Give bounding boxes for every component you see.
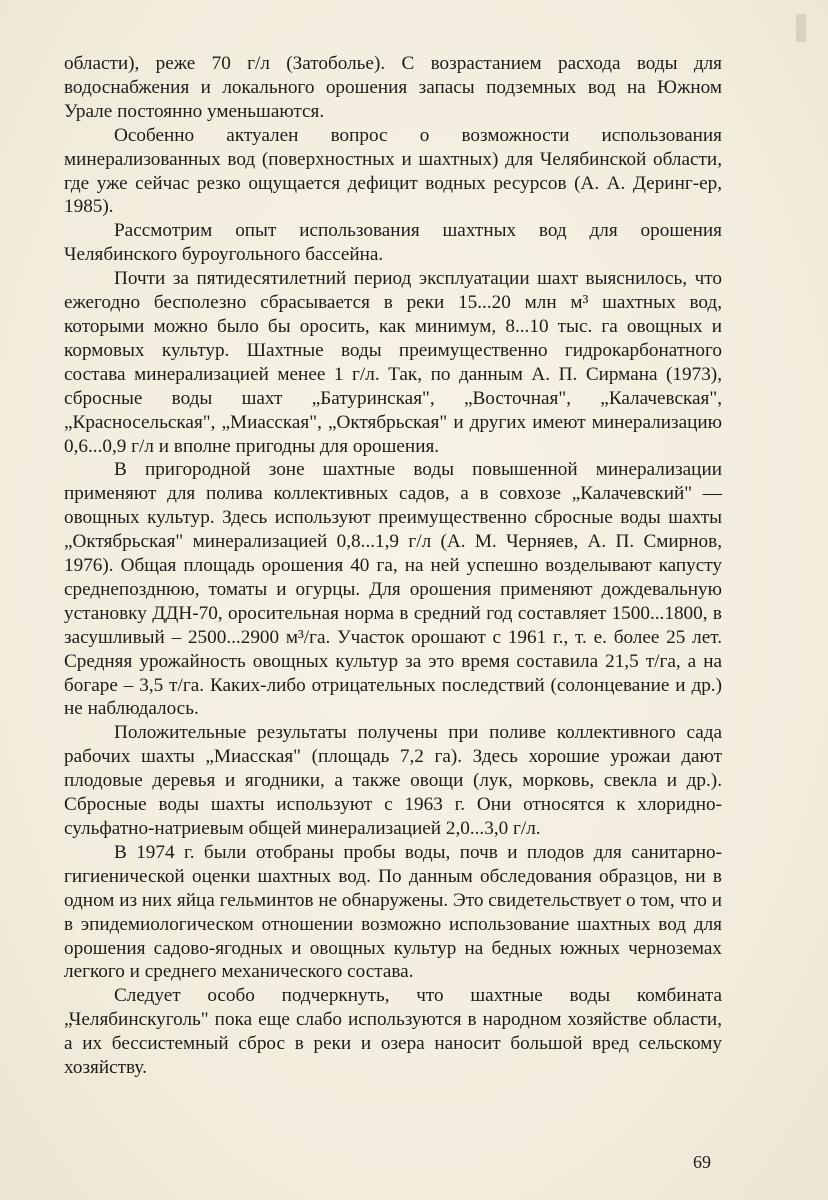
paragraph-1: области), реже 70 г/л (Затоболье). С возрастанием расхода воды для водоснабжения и локального орошения запасы подземных вод на Южном Урале постоянно уменьшаются. xyxy=(64,53,722,122)
paragraph-3: Рассмотрим опыт использования шахтных вод для орошения Челябинского буроугольного бассейна. xyxy=(64,220,722,266)
paragraph-7: В 1974 г. были отобраны пробы воды, почв и плодов для санитарно-гигиенической оценки шахтных вод. По данным обследования образцов, ни в одном из них яйца гельминтов не обнаружены. Это свидетельствует о том, что и в эпидемиологическом отношении возможно использование шахтных вод для орошения садово-ягодных и овощных культур на бедных южных черноземах легкого и среднего механического состава. xyxy=(64,841,722,983)
paragraph-2: Особенно актуален вопрос о возможности использования минерализованных вод (поверхностных и шахтных) для Челябинской области, где уже сейчас резко ощущается дефицит водных ресурсов (А. А. Деринг-ер, 1985). xyxy=(64,124,722,218)
paragraph-5: В пригородной зоне шахтные воды повышенной минерализации применяют для полива коллективных садов, а в совхозе „Калачевский" — овощных культур. Здесь используют преимущественно сбросные воды шахты „Октябрьская" минерализацией 0,8...1,9 г/л (А. М. Черняев, А. П. Смирнов, 1976). Общая площадь орошения 40 га, на ней успешно возделывают капусту среднепозднюю, томаты и огурцы. Для орошения применяют дождевальную установку ДДН-70, оросительная норма в средний год составляет 1500...1800, в засушливый – 2500...2900 м³/га. Участок орошают с 1961 г., т. е. более 25 лет. Средняя урожайность овощных культур за это время составила 21,5 т/га, а на богаре – 3,5 т/га. Каких-либо отрицательных последствий (солонцевание и др.) не наблюдалось. xyxy=(64,459,722,720)
page-number: 69 xyxy=(693,1152,711,1172)
paragraph-8: Следует особо подчеркнуть, что шахтные воды комбината „Челябинскуголь" пока еще слабо используются в народном хозяйстве области, а их бессистемный сброс в реки и озера наносит большой вред сельскому хозяйству. xyxy=(64,985,722,1079)
body-text xyxy=(64,52,722,1080)
scan-edge-mark xyxy=(796,14,806,42)
paragraph-4: Почти за пятидесятилетний период эксплуатации шахт выяснилось, что ежегодно бесполезно сбрасывается в реки 15...20 млн м³ шахтных вод, которыми можно было бы оросить, как минимум, 8...10 тыс. га овощных и кормовых культур. Шахтные воды преимущественно гидрокарбонатного состава минерализацией менее 1 г/л. Так, по данным А. П. Сирмана (1973), сбросные воды шахт „Батуринская", „Восточная", „Калачевская", „Красносельская", „Миасская", „Октябрьская" и других имеют минерализацию 0,6...0,9 г/л и вполне пригодны для орошения. xyxy=(64,268,722,457)
paragraph-6: Положительные результаты получены при поливе коллективного сада рабочих шахты „Миасская" (площадь 7,2 га). Здесь хорошие урожаи дают плодовые деревья и ягодники, а также овощи (лук, морковь, свекла и др.). Сбросные воды шахты используют с 1963 г. Они относятся к хлоридно-сульфатно-натриевым общей минерализацией 2,0...3,0 г/л. xyxy=(64,722,722,839)
